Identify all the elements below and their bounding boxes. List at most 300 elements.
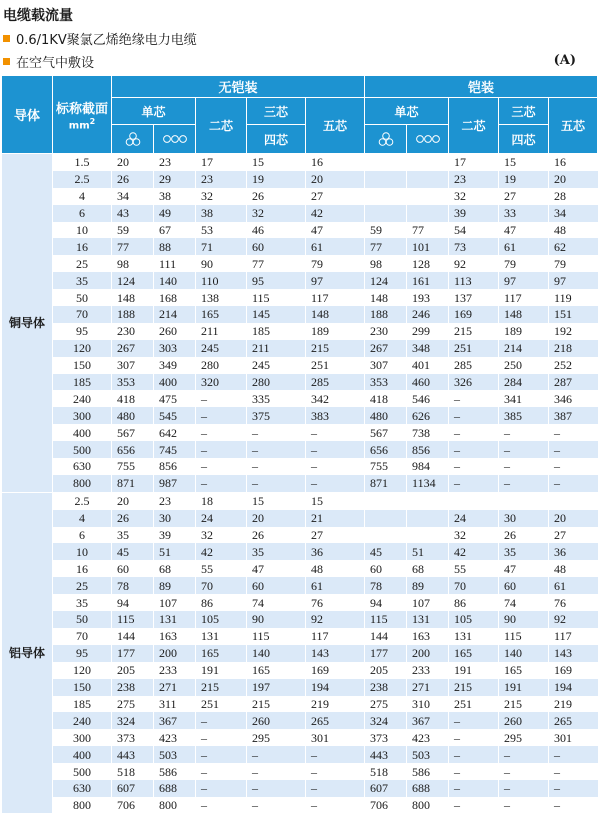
ampacity-cell: 70	[449, 577, 499, 594]
ampacity-cell: 115	[499, 628, 549, 645]
cross-section-cell: 800	[53, 475, 112, 492]
ampacity-cell: 194	[306, 679, 365, 696]
ampacity-cell: 62	[549, 238, 598, 255]
ampacity-cell: –	[247, 424, 306, 441]
cross-section-cell: 50	[53, 289, 112, 306]
header-cross-section-unit: $mm^2$	[68, 116, 96, 132]
bullet-square-icon	[3, 58, 10, 65]
table-row	[2, 492, 598, 509]
ampacity-cell: 271	[154, 679, 196, 696]
ampacity-cell: –	[247, 780, 306, 797]
page-title: 电缆载流量	[3, 8, 73, 24]
ampacity-cell: 36	[306, 543, 365, 560]
ampacity-cell: 211	[196, 323, 247, 340]
ampacity-cell: 115	[365, 611, 407, 628]
ampacity-cell: 326	[449, 374, 499, 391]
ampacity-cell: 55	[196, 560, 247, 577]
ampacity-cell: 295	[499, 729, 549, 746]
cross-section-cell: 25	[53, 577, 112, 594]
ampacity-cell: –	[196, 458, 247, 475]
ampacity-cell: 346	[549, 390, 598, 407]
ampacity-cell: 260	[499, 712, 549, 729]
header-conductor: 导体	[2, 76, 53, 154]
trefoil-icon	[112, 125, 154, 154]
table-row	[2, 374, 598, 391]
ampacity-cell: 215	[449, 323, 499, 340]
ampacity-cell: 177	[365, 645, 407, 662]
ampacity-cell: 518	[365, 763, 407, 780]
ampacity-cell: 165	[196, 306, 247, 323]
ampacity-cell: 189	[306, 323, 365, 340]
ampacity-cell: –	[247, 797, 306, 814]
ampacity-cell: 503	[407, 746, 449, 763]
ampacity-cell: 342	[306, 390, 365, 407]
ampacity-cell: 46	[247, 222, 306, 239]
header-armored: 铠装	[365, 76, 598, 98]
header-four-core: 四芯	[499, 125, 549, 154]
ampacity-cell: 586	[154, 763, 196, 780]
table-row	[2, 560, 598, 577]
ampacity-cell: 60	[365, 560, 407, 577]
ampacity-cell: –	[549, 763, 598, 780]
ampacity-cell: –	[449, 746, 499, 763]
ampacity-cell: 163	[154, 628, 196, 645]
ampacity-cell: 20	[549, 171, 598, 188]
ampacity-cell: 233	[407, 662, 449, 679]
ampacity-cell: 387	[549, 407, 598, 424]
ampacity-cell: 140	[499, 645, 549, 662]
ampacity-cell: 475	[154, 390, 196, 407]
ampacity-cell: –	[499, 797, 549, 814]
ampacity-cell: 480	[112, 407, 154, 424]
ampacity-cell: –	[499, 424, 549, 441]
ampacity-cell: 503	[154, 746, 196, 763]
unit-label: (A)	[553, 53, 576, 68]
ampacity-cell: 97	[549, 272, 598, 289]
ampacity-cell: –	[449, 407, 499, 424]
ampacity-cell: –	[196, 390, 247, 407]
ampacity-cell: 20	[549, 510, 598, 527]
ampacity-cell: 301	[306, 729, 365, 746]
ampacity-cell: 148	[112, 289, 154, 306]
cross-section-cell: 630	[53, 780, 112, 797]
header-two-core: 二芯	[196, 98, 247, 154]
ampacity-cell: 871	[365, 475, 407, 492]
ampacity-cell: 20	[306, 171, 365, 188]
ampacity-cell: 51	[407, 543, 449, 560]
ampacity-cell: 143	[549, 645, 598, 662]
ampacity-cell: 353	[112, 374, 154, 391]
ampacity-cell: 35	[499, 543, 549, 560]
ampacity-cell: 144	[365, 628, 407, 645]
cross-section-cell: 120	[53, 340, 112, 357]
ampacity-cell: 71	[196, 238, 247, 255]
ampacity-cell: 238	[112, 679, 154, 696]
ampacity-cell: 856	[407, 441, 449, 458]
ampacity-cell: –	[306, 780, 365, 797]
ampacity-cell: 61	[549, 577, 598, 594]
ampacity-cell: –	[196, 763, 247, 780]
cross-section-cell: 10	[53, 543, 112, 560]
ampacity-cell: 607	[112, 780, 154, 797]
cross-section-cell: 35	[53, 272, 112, 289]
ampacity-cell: 443	[112, 746, 154, 763]
ampacity-cell: 205	[365, 662, 407, 679]
ampacity-cell: 800	[154, 797, 196, 814]
ampacity-cell: 24	[196, 510, 247, 527]
cross-section-cell: 16	[53, 560, 112, 577]
header-four-core: 四芯	[247, 125, 306, 154]
ampacity-cell: 188	[112, 306, 154, 323]
ampacity-cell: 107	[154, 594, 196, 611]
ampacity-cell: 68	[154, 560, 196, 577]
ampacity-cell: 61	[306, 238, 365, 255]
ampacity-cell: 101	[407, 238, 449, 255]
ampacity-cell: 189	[499, 323, 549, 340]
cross-section-cell: 400	[53, 746, 112, 763]
ampacity-cell: 117	[499, 289, 549, 306]
ampacity-cell	[365, 492, 407, 509]
table-row	[2, 611, 598, 628]
ampacity-cell: –	[196, 797, 247, 814]
ampacity-cell: 215	[247, 696, 306, 713]
header-five-core: 五芯	[549, 98, 598, 154]
ampacity-cell: 688	[407, 780, 449, 797]
table-row	[2, 543, 598, 560]
ampacity-cell: 98	[365, 255, 407, 272]
ampacity-cell: 15	[247, 492, 306, 509]
ampacity-cell: 107	[407, 594, 449, 611]
ampacity-cell: 287	[549, 374, 598, 391]
ampacity-cell: 211	[247, 340, 306, 357]
ampacity-cell: –	[449, 441, 499, 458]
ampacity-cell: 460	[407, 374, 449, 391]
ampacity-cell: 74	[499, 594, 549, 611]
bullet-text: 在空气中敷设	[16, 56, 95, 71]
ampacity-cell	[449, 492, 499, 509]
ampacity-cell: 987	[154, 475, 196, 492]
ampacity-cell: 423	[154, 729, 196, 746]
cross-section-cell: 4	[53, 510, 112, 527]
ampacity-cell: 20	[112, 492, 154, 509]
table-row	[2, 696, 598, 713]
ampacity-cell: 194	[549, 679, 598, 696]
ampacity-cell: 148	[499, 306, 549, 323]
ampacity-cell: 230	[365, 323, 407, 340]
cross-section-cell: 185	[53, 374, 112, 391]
ampacity-cell: 23	[154, 492, 196, 509]
ampacity-cell: 252	[549, 357, 598, 374]
ampacity-cell: 324	[112, 712, 154, 729]
ampacity-cell: 105	[449, 611, 499, 628]
ampacity-cell: 17	[449, 154, 499, 171]
ampacity-cell: 38	[196, 205, 247, 222]
ampacity-cell: 349	[154, 357, 196, 374]
ampacity-cell: 47	[306, 222, 365, 239]
ampacity-cell	[407, 492, 449, 509]
ampacity-cell: –	[247, 441, 306, 458]
ampacity-cell: –	[306, 746, 365, 763]
cross-section-cell: 2.5	[53, 171, 112, 188]
ampacity-cell: 191	[499, 679, 549, 696]
ampacity-cell: –	[196, 780, 247, 797]
ampacity-cell	[407, 188, 449, 205]
conductor-group-label: 铝导体	[2, 492, 53, 813]
ampacity-cell: 45	[365, 543, 407, 560]
ampacity-cell: –	[247, 763, 306, 780]
ampacity-cell: 656	[112, 441, 154, 458]
ampacity-cell: 385	[499, 407, 549, 424]
ampacity-cell: 755	[112, 458, 154, 475]
ampacity-cell: 367	[154, 712, 196, 729]
ampacity-cell: 53	[196, 222, 247, 239]
ampacity-cell: 335	[247, 390, 306, 407]
cross-section-cell: 95	[53, 323, 112, 340]
ampacity-cell: 295	[247, 729, 306, 746]
ampacity-cell: –	[196, 441, 247, 458]
ampacity-cell: 219	[549, 696, 598, 713]
ampacity-cell: 233	[154, 662, 196, 679]
ampacity-cell: 124	[365, 272, 407, 289]
ampacity-cell: 77	[247, 255, 306, 272]
ampacity-cell: 205	[112, 662, 154, 679]
ampacity-cell: 307	[112, 357, 154, 374]
ampacity-cell: 77	[112, 238, 154, 255]
ampacity-cell: 26	[499, 527, 549, 544]
ampacity-cell: 383	[306, 407, 365, 424]
ampacity-cell: 151	[549, 306, 598, 323]
ampacity-cell: 185	[247, 323, 306, 340]
ampacity-cell: 15	[247, 154, 306, 171]
ampacity-cell: 60	[247, 577, 306, 594]
bullet-installation	[3, 52, 94, 71]
ampacity-cell: 215	[499, 696, 549, 713]
ampacity-cell: 38	[154, 188, 196, 205]
ampacity-cell: –	[449, 729, 499, 746]
ampacity-cell: –	[549, 458, 598, 475]
ampacity-cell: 856	[154, 458, 196, 475]
ampacity-cell: 86	[449, 594, 499, 611]
ampacity-cell: 68	[407, 560, 449, 577]
ampacity-cell	[365, 171, 407, 188]
ampacity-cell: –	[196, 475, 247, 492]
ampacity-cell: 219	[306, 696, 365, 713]
ampacity-cell: –	[247, 475, 306, 492]
ampacity-cell: 307	[365, 357, 407, 374]
ampacity-cell: 15	[306, 492, 365, 509]
ampacity-cell: –	[499, 475, 549, 492]
table-row	[2, 357, 598, 374]
ampacity-cell: 45	[112, 543, 154, 560]
cross-section-cell: 1.5	[53, 154, 112, 171]
ampacity-cell: 78	[365, 577, 407, 594]
ampacity-cell: 245	[247, 357, 306, 374]
ampacity-cell: 119	[549, 289, 598, 306]
cross-section-cell: 6	[53, 527, 112, 544]
ampacity-cell: –	[499, 458, 549, 475]
ampacity-cell: 215	[449, 679, 499, 696]
ampacity-cell: 97	[306, 272, 365, 289]
ampacity-cell: 94	[365, 594, 407, 611]
ampacity-cell: 47	[499, 222, 549, 239]
ampacity-cell: 98	[112, 255, 154, 272]
ampacity-cell: 285	[449, 357, 499, 374]
ampacity-cell: 79	[306, 255, 365, 272]
ampacity-cell: 61	[499, 238, 549, 255]
cross-section-cell: 240	[53, 390, 112, 407]
ampacity-cell	[407, 510, 449, 527]
header-single-core: 单芯	[365, 98, 449, 125]
ampacity-cell: –	[499, 780, 549, 797]
ampacity-cell: 367	[407, 712, 449, 729]
ampacity-cell: 375	[247, 407, 306, 424]
ampacity-cell: 90	[499, 611, 549, 628]
ampacity-cell: 20	[247, 510, 306, 527]
cross-section-cell: 10	[53, 222, 112, 239]
ampacity-cell: 800	[407, 797, 449, 814]
ampacity-cell: 423	[407, 729, 449, 746]
ampacity-cell	[407, 527, 449, 544]
ampacity-cell: 35	[112, 527, 154, 544]
ampacity-cell: 626	[407, 407, 449, 424]
ampacity-cell: –	[449, 780, 499, 797]
ampacity-cell: 79	[499, 255, 549, 272]
header-two-core: 二芯	[449, 98, 499, 154]
ampacity-cell: 47	[247, 560, 306, 577]
ampacity-cell: –	[449, 458, 499, 475]
ampacity-cell: 19	[247, 171, 306, 188]
ampacity-cell: 86	[196, 594, 247, 611]
ampacity-cell: 43	[112, 205, 154, 222]
cross-section-cell: 240	[53, 712, 112, 729]
ampacity-cell	[499, 492, 549, 509]
table-row	[2, 205, 598, 222]
ampacity-cell: 32	[196, 527, 247, 544]
table-row	[2, 238, 598, 255]
table-row	[2, 441, 598, 458]
ampacity-cell: 353	[365, 374, 407, 391]
table-row	[2, 458, 598, 475]
ampacity-cell: –	[549, 475, 598, 492]
ampacity-cell: 23	[154, 154, 196, 171]
table-row	[2, 729, 598, 746]
ampacity-cell: 165	[499, 662, 549, 679]
ampacity-cell: 76	[549, 594, 598, 611]
ampacity-cell: 267	[365, 340, 407, 357]
ampacity-cell: 284	[499, 374, 549, 391]
cross-section-cell: 4	[53, 188, 112, 205]
ampacity-cell: 92	[306, 611, 365, 628]
ampacity-cell: 148	[306, 306, 365, 323]
ampacity-cell: 88	[154, 238, 196, 255]
ampacity-cell: 27	[306, 527, 365, 544]
table-row	[2, 323, 598, 340]
ampacity-cell: 95	[247, 272, 306, 289]
ampacity-cell: 16	[549, 154, 598, 171]
bullet-square-icon	[3, 35, 10, 42]
ampacity-cell: –	[449, 763, 499, 780]
header-cross-section	[53, 76, 112, 154]
ampacity-cell: 27	[549, 527, 598, 544]
cross-section-cell: 185	[53, 696, 112, 713]
bullet-text: 0.6/1KV聚氯乙烯绝缘电力电缆	[16, 33, 197, 48]
ampacity-cell: 20	[112, 154, 154, 171]
ampacity-cell: 418	[112, 390, 154, 407]
ampacity-cell: –	[499, 441, 549, 458]
ampacity-cell: 67	[154, 222, 196, 239]
ampacity-cell: 27	[306, 188, 365, 205]
ampacity-cell: –	[306, 424, 365, 441]
ampacity-cell: 113	[449, 272, 499, 289]
cross-section-cell: 300	[53, 729, 112, 746]
table-row	[2, 390, 598, 407]
table-row	[2, 255, 598, 272]
ampacity-cell: 77	[365, 238, 407, 255]
ampacity-cell: 111	[154, 255, 196, 272]
ampacity-cell: 738	[407, 424, 449, 441]
ampacity-cell: 39	[449, 205, 499, 222]
ampacity-cell: 706	[112, 797, 154, 814]
ampacity-cell: 230	[112, 323, 154, 340]
ampacity-cell: 18	[196, 492, 247, 509]
conductor-group-label: 铜导体	[2, 154, 53, 493]
table-row	[2, 510, 598, 527]
ampacity-cell: 77	[407, 222, 449, 239]
ampacity-cell: 39	[154, 527, 196, 544]
ampacity-cell: 26	[247, 527, 306, 544]
table-row	[2, 628, 598, 645]
ampacity-cell: 131	[407, 611, 449, 628]
ampacity-cell: –	[549, 424, 598, 441]
ampacity-cell: 33	[499, 205, 549, 222]
ampacity-cell: –	[247, 746, 306, 763]
table-row	[2, 712, 598, 729]
ampacity-cell: 214	[154, 306, 196, 323]
ampacity-cell: 34	[549, 205, 598, 222]
ampacity-cell: –	[306, 763, 365, 780]
ampacity-cell: 246	[407, 306, 449, 323]
ampacity-cell: 48	[549, 560, 598, 577]
ampacity-cell: 115	[112, 611, 154, 628]
ampacity-cell: 265	[549, 712, 598, 729]
ampacity-cell: 214	[499, 340, 549, 357]
ampacity-cell: 251	[449, 340, 499, 357]
ampacity-cell: 161	[407, 272, 449, 289]
table-row	[2, 222, 598, 239]
ampacity-cell: 54	[449, 222, 499, 239]
table-row	[2, 662, 598, 679]
ampacity-cell: 285	[306, 374, 365, 391]
ampacity-cell: 251	[449, 696, 499, 713]
ampacity-cell	[407, 154, 449, 171]
ampacity-cell: 74	[247, 594, 306, 611]
ampacity-cell: 42	[449, 543, 499, 560]
ampacity-cell	[365, 154, 407, 171]
ampacity-cell: 117	[549, 628, 598, 645]
ampacity-cell: 26	[112, 171, 154, 188]
cross-section-cell: 35	[53, 594, 112, 611]
ampacity-cell: 245	[196, 340, 247, 357]
ampacity-cell: –	[306, 441, 365, 458]
ampacity-cell: 373	[365, 729, 407, 746]
ampacity-cell: 131	[196, 628, 247, 645]
ampacity-cell: –	[499, 746, 549, 763]
ampacity-cell: 124	[112, 272, 154, 289]
ampacity-cell: 165	[196, 645, 247, 662]
cross-section-cell: 70	[53, 306, 112, 323]
ampacity-cell	[407, 205, 449, 222]
ampacity-cell	[549, 492, 598, 509]
